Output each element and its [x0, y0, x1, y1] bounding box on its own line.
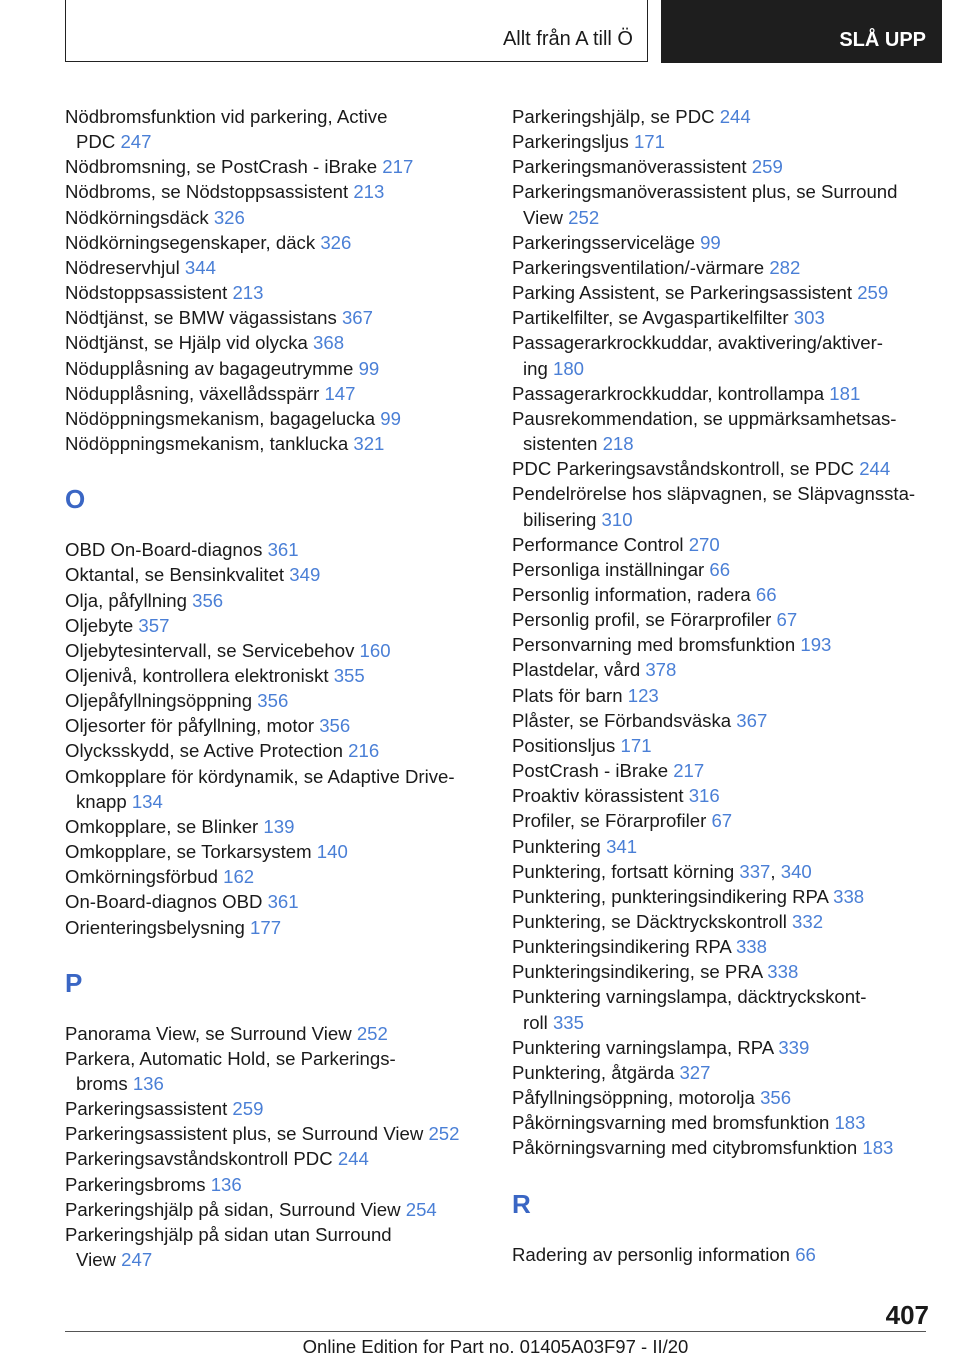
entry-text: Personlig profil, se Förarprofiler — [512, 609, 777, 631]
index-entry — [65, 562, 505, 587]
entry-text: Pendelrörelse hos släpvagnen, se Släpvagnssta- — [512, 483, 916, 505]
index-entry — [65, 638, 505, 663]
index-entry — [512, 230, 952, 255]
entry-text: knapp — [76, 790, 132, 812]
index-entry — [512, 834, 952, 859]
index-entry — [512, 1085, 952, 1110]
index-entry — [65, 1046, 505, 1096]
page-link[interactable]: 378 — [645, 659, 677, 681]
entry-text: Pausrekommendation, se uppmärksamhetsas- — [512, 407, 897, 429]
index-entry — [65, 154, 505, 179]
entry-text: Nödöppningsmekanism, bagagelucka — [65, 407, 381, 429]
entry-text: View — [76, 1249, 122, 1271]
entry-text: Parkeringsassistent — [65, 1098, 233, 1120]
page-link[interactable]: 310 — [601, 508, 633, 530]
entry-text: Panorama View, se Surround View — [65, 1022, 357, 1044]
page-link[interactable]: 66 — [795, 1243, 816, 1265]
page-link[interactable]: 67 — [776, 609, 798, 631]
entry-text: Parkeringsbroms — [65, 1173, 211, 1195]
index-entry — [512, 783, 952, 808]
entry-text: Nödbromsfunktion vid parkering, Active — [65, 106, 388, 127]
index-entry — [65, 406, 505, 431]
index-column-left — [65, 104, 505, 1272]
page-link[interactable]: 181 — [829, 382, 861, 404]
entry-text: Parkeringshjälp på sidan utan Surround — [65, 1223, 392, 1245]
page-link[interactable]: 356 — [319, 715, 351, 737]
index-entry — [512, 934, 952, 959]
entry-text: Parkeringsljus — [512, 131, 634, 153]
index-entry: Punktering, fortsatt körning 337, 340 — [512, 860, 812, 882]
page-link[interactable]: 356 — [760, 1087, 792, 1109]
page-link[interactable]: 327 — [679, 1061, 711, 1083]
page-link[interactable]: 361 — [267, 539, 299, 561]
tab-look-up[interactable] — [661, 0, 942, 63]
page-link[interactable]: 252 — [356, 1022, 388, 1044]
index-entry — [65, 205, 505, 230]
entry-text: sistenten — [523, 433, 603, 455]
entry-text: Nödbromsning, se PostCrash - iBrake — [65, 156, 383, 178]
index-entry — [512, 255, 952, 280]
page-link[interactable]: 303 — [793, 307, 825, 329]
page-link[interactable]: 252 — [568, 206, 600, 228]
entry-text: View — [523, 206, 569, 228]
index-entry — [65, 588, 505, 613]
page-link[interactable]: 183 — [834, 1112, 866, 1134]
page-link[interactable]: 160 — [359, 639, 391, 661]
index-entry — [65, 688, 505, 713]
page-link[interactable]: 213 — [232, 282, 264, 304]
index-column-right — [512, 104, 952, 1267]
page-link[interactable]: 99 — [700, 231, 721, 253]
index-entry — [512, 1242, 952, 1267]
entry-text: Positionsljus — [512, 734, 621, 756]
entry-text: Påfyllningsöppning, motorolja — [512, 1087, 761, 1109]
entry-text: Personvarning med bromsfunktion — [512, 634, 801, 656]
entry-text: Oljesorter för påfyllning, motor — [65, 715, 320, 737]
index-entry — [512, 305, 952, 330]
page-link[interactable]: 66 — [709, 558, 731, 580]
index-entry — [512, 481, 952, 531]
page-link[interactable]: 259 — [751, 156, 783, 178]
page-link[interactable]: 357 — [138, 614, 170, 636]
page-link[interactable]: 244 — [859, 458, 891, 480]
entry-text: Parkeringsmanöverassistent plus, se Surround — [512, 181, 898, 203]
page-link[interactable]: 171 — [620, 734, 652, 756]
index-entry — [65, 1121, 505, 1146]
index-entry — [512, 959, 952, 984]
page-link[interactable]: 136 — [210, 1173, 242, 1195]
entry-text: ing — [523, 357, 553, 379]
index-entry — [65, 864, 505, 889]
entry-text: Oljenivå, kontrollera elektroniskt — [65, 664, 334, 686]
entry-text: Påkörningsvarning med bromsfunktion — [512, 1112, 835, 1134]
header-tabs — [65, 0, 942, 64]
entry-text: Punktering, fortsatt körning — [512, 860, 740, 882]
index-entry — [65, 104, 505, 154]
entry-text: Nödreservhjul — [65, 256, 185, 278]
index-entry — [512, 1060, 952, 1085]
page-link[interactable]: 367 — [341, 307, 373, 329]
entry-text: Punkteringsindikering, se PRA — [512, 961, 768, 983]
index-entry — [65, 537, 505, 562]
entry-text: Omkopplare, se Torkarsystem — [65, 841, 317, 863]
entry-text: Parkera, Automatic Hold, se Parkerings- — [65, 1047, 396, 1069]
entry-text: Nödöppningsmekanism, tanklucka — [65, 433, 354, 455]
page-link[interactable]: 316 — [688, 785, 720, 807]
index-entry — [512, 154, 952, 179]
entry-text: broms — [76, 1073, 133, 1094]
entry-group-n — [65, 104, 505, 456]
page-link[interactable]: 218 — [602, 433, 634, 455]
page-link[interactable]: 338 — [833, 885, 865, 907]
index-entry — [65, 1021, 505, 1046]
page-link[interactable]: 340 — [780, 860, 812, 882]
entry-text: PDC Parkeringsavståndskontroll, se PDC — [512, 458, 860, 480]
index-entry — [512, 884, 952, 909]
index-entry — [512, 456, 952, 481]
page-link[interactable]: 244 — [719, 106, 751, 127]
index-entry — [65, 613, 505, 638]
index-entry — [65, 1172, 505, 1197]
entry-text: Nödstoppsassistent — [65, 282, 233, 304]
entry-text: Plåster, se Förbandsväska — [512, 709, 737, 731]
page-link[interactable]: 177 — [250, 916, 282, 938]
index-entry — [512, 607, 952, 632]
page-link[interactable]: 326 — [213, 206, 245, 228]
entry-text: Oktantal, se Bensinkvalitet — [65, 564, 290, 586]
entry-text: bilisering — [523, 508, 602, 530]
index-entry — [65, 764, 505, 814]
entry-text: Omkörningsförbud — [65, 866, 224, 888]
index-entry — [65, 915, 505, 940]
entry-text: Parkeringsmanöverassistent — [512, 156, 752, 178]
entry-text: Nödupplåsning, växellådsspärr — [65, 382, 325, 404]
entry-text: Punktering — [512, 835, 607, 857]
page-link[interactable]: 136 — [132, 1073, 164, 1094]
page-link[interactable]: 339 — [778, 1036, 810, 1058]
page-link[interactable]: 123 — [627, 684, 659, 706]
page-link[interactable]: 349 — [289, 564, 321, 586]
index-entry — [65, 431, 505, 456]
entry-text: Nödupplåsning av bagageutrymme — [65, 357, 359, 379]
page-link[interactable]: 341 — [606, 835, 638, 857]
index-entry — [512, 532, 952, 557]
index-entry — [512, 104, 952, 129]
index-entry — [65, 1197, 505, 1222]
entry-text: Påkörningsvarning med citybromsfunktion — [512, 1137, 863, 1159]
page-link[interactable]: 171 — [633, 131, 665, 153]
page-link[interactable]: 338 — [767, 961, 799, 983]
entry-group-r — [512, 1242, 952, 1267]
index-entry — [512, 758, 952, 783]
page-link[interactable]: 216 — [348, 740, 380, 762]
tab-look-up-label: SLÅ UPP — [839, 29, 926, 51]
entry-text: Olja, påfyllning — [65, 589, 193, 611]
index-entry — [512, 1110, 952, 1135]
page-link[interactable]: 259 — [232, 1098, 264, 1120]
entry-text: Punktering, åtgärda — [512, 1061, 680, 1083]
entry-text: Radering av personlig information — [512, 1243, 796, 1265]
index-entry — [512, 1135, 952, 1160]
index-entry — [512, 406, 952, 456]
index-entry — [65, 305, 505, 330]
entry-text: PDC — [76, 131, 121, 153]
footer-edition: Online Edition for Part no. 01405A03F97 - II/20 — [302, 1336, 689, 1357]
page-link[interactable]: 217 — [382, 156, 414, 178]
page-link[interactable]: 337 — [739, 860, 771, 882]
index-entry — [512, 280, 952, 305]
letter-heading-r: R — [512, 1188, 531, 1219]
entry-text: Nödkörningsdäck — [65, 206, 214, 228]
entry-text: Oljebyte — [65, 614, 139, 636]
entry-group-p-continued — [512, 104, 952, 1161]
page-link[interactable]: 193 — [800, 634, 832, 656]
entry-text: Parkeringsventilation/-värmare — [512, 256, 770, 278]
entry-text: Parkeringshjälp på sidan, Surround View — [65, 1198, 406, 1220]
entry-text: Olycksskydd, se Active Protection — [65, 740, 349, 762]
entry-text: Punktering, punkteringsindikering RPA — [512, 885, 834, 907]
footer-divider — [65, 1331, 926, 1332]
entry-group-o — [65, 537, 505, 940]
entry-text: Personlig information, radera — [512, 583, 756, 605]
entry-text: Parking Assistent, se Parkeringsassistent — [512, 282, 858, 304]
page-link[interactable]: 140 — [316, 841, 348, 863]
tab-index[interactable] — [65, 0, 648, 62]
page-link[interactable]: 259 — [857, 282, 889, 304]
letter-heading-o: O — [65, 484, 86, 515]
page-link[interactable]: 332 — [792, 911, 824, 932]
index-entry — [512, 984, 952, 1034]
page-link[interactable]: 321 — [353, 433, 385, 455]
index-entry — [65, 280, 505, 305]
entry-text: Punktering varningslampa, RPA — [512, 1036, 779, 1058]
entry-text: Personliga inställningar — [512, 558, 710, 580]
page-link[interactable]: 183 — [862, 1137, 894, 1159]
entry-text: Performance Control — [512, 533, 689, 555]
page-link[interactable]: 213 — [353, 181, 385, 203]
page-link[interactable]: 99 — [380, 407, 401, 429]
page-link[interactable]: 270 — [688, 533, 720, 555]
index-entry — [512, 129, 952, 154]
index-entry — [65, 1222, 505, 1272]
page-number: 407 — [885, 1300, 929, 1330]
page-link[interactable]: 247 — [121, 1249, 153, 1271]
index-entry — [512, 909, 952, 934]
page-link[interactable]: 139 — [263, 815, 295, 837]
page-link[interactable]: 217 — [673, 760, 705, 782]
index-entry — [65, 839, 505, 864]
entry-text: Nödtjänst, se Hjälp vid olycka — [65, 332, 314, 354]
tab-index-label: Allt från A till Ö — [502, 28, 633, 50]
index-entry — [512, 708, 952, 733]
index-entry — [65, 381, 505, 406]
page-link[interactable]: 355 — [333, 664, 365, 686]
page-link[interactable]: 252 — [428, 1123, 460, 1145]
index-entry — [512, 657, 952, 682]
index-entry — [65, 814, 505, 839]
page-link[interactable]: 99 — [358, 357, 380, 379]
index-entry — [65, 1096, 505, 1121]
page-link[interactable]: 368 — [313, 332, 345, 354]
entry-text: Plastdelar, vård — [512, 659, 646, 681]
page-link[interactable]: 356 — [192, 589, 224, 611]
page-link[interactable]: 162 — [223, 866, 255, 888]
page-link[interactable]: 66 — [755, 583, 777, 605]
index-entry — [65, 330, 505, 355]
entry-text: Omkopplare för kördynamik, se Adaptive Drive- — [65, 765, 455, 787]
entry-text: Nödtjänst, se BMW vägassistans — [65, 307, 342, 329]
entry-text: Orienteringsbelysning — [65, 916, 251, 938]
page-link[interactable]: 254 — [405, 1198, 437, 1220]
page-link[interactable]: 326 — [320, 231, 352, 253]
page-link[interactable]: 344 — [184, 256, 216, 278]
entry-text: PostCrash - iBrake — [512, 760, 674, 782]
page-link[interactable]: 247 — [120, 131, 152, 153]
entry-text: Oljebytesintervall, se Servicebehov — [65, 639, 360, 661]
page-link[interactable]: 338 — [735, 936, 767, 958]
index-entry — [512, 381, 952, 406]
entry-text: roll — [523, 1011, 553, 1033]
entry-group-p — [65, 1021, 505, 1273]
index-entry — [65, 230, 505, 255]
entry-text: Parkeringsavståndskontroll PDC — [65, 1148, 338, 1170]
page-link[interactable]: 361 — [267, 891, 299, 913]
entry-text: Parkeringshjälp, se PDC — [512, 106, 720, 127]
index-entry — [65, 738, 505, 763]
index-entry — [65, 1146, 505, 1171]
index-entry — [65, 713, 505, 738]
entry-text: Plats för barn — [512, 684, 628, 706]
page-link[interactable]: 367 — [736, 709, 768, 731]
page-link[interactable]: 282 — [769, 256, 801, 278]
entry-text: On-Board-diagnos OBD — [65, 891, 268, 913]
page-link[interactable]: 134 — [131, 790, 163, 812]
entry-text: Oljepåfyllningsöppning — [65, 690, 258, 712]
page-link[interactable]: 356 — [257, 690, 289, 712]
index-entry — [512, 808, 952, 833]
entry-text: Proaktiv körassistent — [512, 785, 689, 807]
index-entry — [512, 582, 952, 607]
letter-heading-p: P — [65, 967, 83, 998]
page-link[interactable]: 147 — [324, 382, 356, 404]
entry-text: Passagerarkrockkuddar, kontrollampa — [512, 382, 830, 404]
entry-text: OBD On-Board-diagnos — [65, 539, 268, 561]
page-link[interactable]: 67 — [711, 810, 733, 832]
index-entry — [512, 683, 952, 708]
entry-text: Passagerarkrockkuddar, avaktivering/aktiver- — [512, 332, 884, 354]
entry-text: Nödbroms, se Nödstoppsassistent — [65, 181, 354, 203]
entry-text: Nödkörningsegenskaper, däck — [65, 231, 321, 253]
index-entry — [512, 733, 952, 758]
page-link[interactable]: 180 — [552, 357, 585, 379]
index-entry — [512, 557, 952, 582]
index-entry — [512, 1035, 952, 1060]
index-entry — [65, 255, 505, 280]
index-entry — [65, 663, 505, 688]
entry-text: Punkteringsindikering RPA — [512, 936, 736, 958]
entry-text: Partikelfilter, se Avgaspartikelfilter — [512, 307, 794, 329]
index-entry — [512, 179, 952, 229]
index-entry — [65, 179, 505, 204]
entry-text: Parkeringsserviceläge — [512, 231, 701, 253]
entry-text: Punktering varningslampa, däcktryckskont- — [512, 986, 867, 1008]
index-entry — [65, 356, 505, 381]
entry-text: Profiler, se Förarprofiler — [512, 810, 712, 832]
index-entry — [512, 632, 952, 657]
page-link[interactable]: 244 — [337, 1148, 369, 1170]
entry-text: Punktering, se Däcktryckskontroll — [512, 911, 793, 932]
index-entry — [65, 889, 505, 914]
page-link[interactable]: 335 — [552, 1011, 584, 1033]
index-entry — [512, 330, 952, 380]
entry-text: Omkopplare, se Blinker — [65, 815, 264, 837]
entry-text: Parkeringsassistent plus, se Surround View — [65, 1123, 429, 1145]
